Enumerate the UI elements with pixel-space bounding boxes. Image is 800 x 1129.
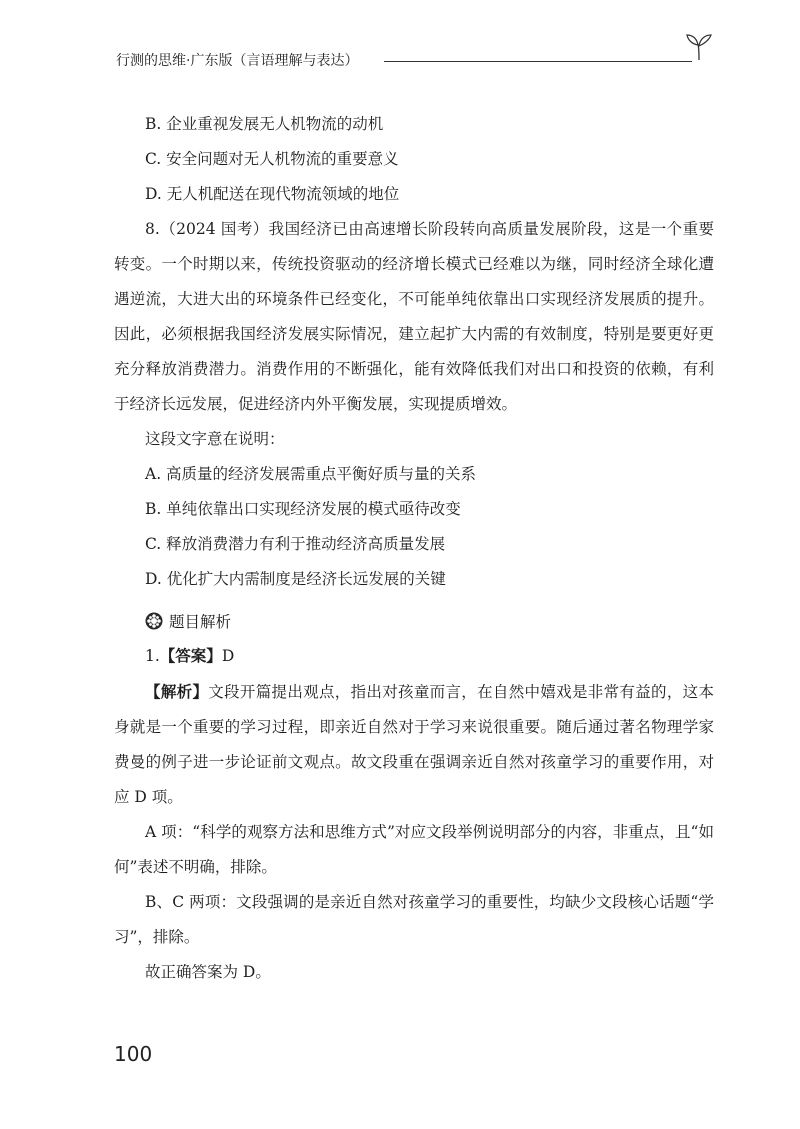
running-header [116,44,716,74]
conclusion: 故正确答案为 D。 [145,963,271,981]
question-8-prompt: 这段文字意在说明： [145,430,285,448]
answer-number: 1. [145,647,160,665]
explanation-text: 文段开篇提出观点，指出对孩童而言，在自然中嬉戏是非常有益的，这本身就是一个重要的学习过程，即亲近自然对于学习来说很重要。随后通过著名物理学家费曼的例子进一步论证前文观点。故文段重在强调亲近自然对孩童学习的重要作用，对应 D 项。 [114,683,714,806]
question-8-option-a: A. 高质量的经济发展需重点平衡好质与量的关系 [145,465,477,483]
explanation-tag: 【解析】 [145,682,209,701]
question-8-option-c: C. 释放消费潜力有利于推动经济高质量发展 [145,535,446,553]
option-b-prev: B. 企业重视发展无人机物流的动机 [145,115,384,133]
header-title: 行测的思维·广东版（言语理解与表达） [116,53,359,69]
question-8-option-b: B. 单纯依靠出口实现经济发展的模式亟待改变 [145,500,461,518]
question-8-passage: 8.（2024 国考）我国经济已由高速增长阶段转向高质量发展阶段，这是一个重要转变。一个时期以来，传统投资驱动的经济增长模式已经难以为继，同时经济全球化遭遇逆流，大进大出的环境条件已经变化，不可能单纯依靠出口实现经济发展质的提升。因此，必须根据我国经济发展实际情况，建立起扩大内需的有效制度，特别是要更好更充分释放消费潜力。消费作用的不断强化，能有效降低我们对出口和投资的依赖，有利于经济长远发展，促进经济内外平衡发展，实现提质增效。 [114,220,714,413]
explanation-option-a: A 项：“科学的观察方法和思维方式”对应文段举例说明部分的内容，非重点，且“如何”表述不明确，排除。 [114,823,714,876]
explanation-paragraph [114,674,714,815]
explanation-option-bc: B、C 两项：文段强调的是亲近自然对孩童学习的重要性，均缺少文段核心话题“学习”，排除。 [114,893,714,946]
answer-tag: 【答案】 [159,646,222,665]
flower-badge-icon [145,612,163,630]
page-number: 100 [114,1042,153,1066]
question-8-option-d: D. 优化扩大内需制度是经济长远发展的关键 [145,570,446,588]
option-d-prev: D. 无人机配送在现代物流领域的地位 [145,185,400,203]
sprout-icon [684,32,714,62]
analysis-heading [114,603,714,638]
answer-line [114,638,714,674]
header-rule [384,61,692,62]
answer-value: D [221,647,235,665]
analysis-title: 题目解析 [169,612,232,631]
page-content [114,107,714,990]
option-c-prev: C. 安全问题对无人机物流的重要意义 [145,150,399,168]
